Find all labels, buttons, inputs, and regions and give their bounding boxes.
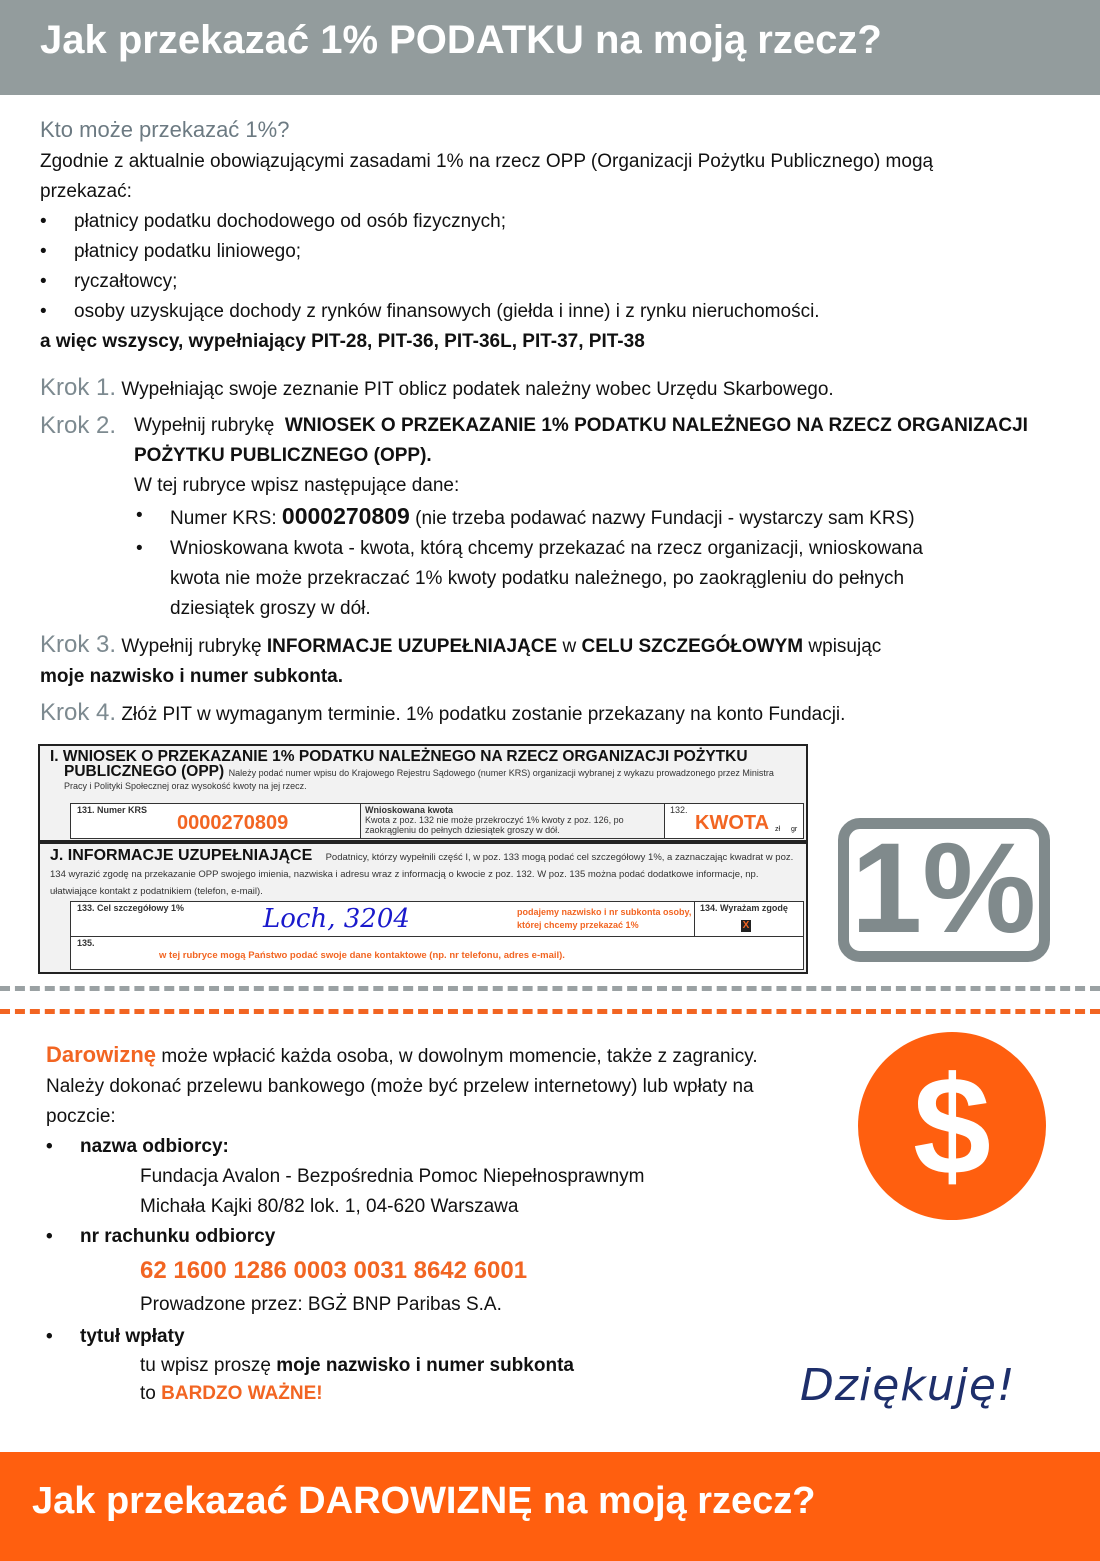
who-intro: Zgodnie z aktualnie obowiązującymi zasadami 1% na rzecz OPP (Organizacji Pożytku Publicznego) mogą przekazać: [40, 151, 934, 202]
step-text: Wypełniając swoje zeznanie PIT oblicz podatek należny wobec Urzędu Skarbowego. [121, 379, 834, 400]
recipient-label: nazwa odbiorcy: [80, 1136, 229, 1157]
step-text: Wypełnij rubrykę [121, 636, 262, 657]
step-bold: INFORMACJE UZUPEŁNIAJĄCE [266, 636, 558, 657]
donation-section: Darowiznę może wpłacić każda osoba, w dowolnym momencie, także z zagranicy. Należy dokonać przelewu bankowego (może być przelew internetowy) lub wpłaty na poczcie: • nazwa odbiorcy: Fundacja Avalon - Bezpośrednia Pomoc Niepełnosprawnym Michała Kajki 80/82 lok. 1, 04-620 Warszawa • nr rachunku odbiorcy 62 1600 1286 0003 0031 8642 6001 Prowadzone przez: BGŻ BNP Paribas S.A. • tytuł wpłaty tu wpisz proszę moje nazwisko i numer subkonta to BARDZO WAŻNE! [46, 1040, 806, 1408]
thanks-text: Dziękuję! [800, 1360, 1016, 1411]
field-note: Kwota z poz. 132 nie może przekroczyć 1% kwoty z poz. 126, po zaokrągleniu do pełnych dziesiątek groszy w dół. [365, 815, 624, 835]
step-text: w [562, 636, 577, 657]
step-text: Wypełnij rubrykę [134, 415, 275, 436]
divider-gray [0, 986, 1100, 991]
form-i-note: Należy podać numer wpisu do Krajowego Rejestru Sądowego (numer KRS) organizacji wybranej z wykazu prowadzonego przez Ministra Pracy i Polityki Społecznej oraz wysokość kwoty na jej rzecz. [64, 768, 774, 791]
one-percent-text: 1% [851, 817, 1036, 960]
field-label: 131. Numer KRS [77, 805, 148, 815]
title-bold: moje nazwisko i numer subkonta [276, 1355, 574, 1376]
top-banner [0, 0, 1100, 95]
gr-label: gr [791, 826, 798, 833]
list-item-text: płatnicy podatku liniowego; [74, 241, 302, 262]
donation-text: może wpłacić każda osoba, w dowolnym momencie, także z zagranicy. Należy dokonać przelewu bankowego (może być przelew internetowy) lub wpłaty na poczcie: [46, 1046, 758, 1127]
main-content [40, 113, 1060, 730]
who-summary: a więc wszyscy, wypełniający PIT-28, PIT-36, PIT-36L, PIT-37, PIT-38 [40, 331, 645, 352]
list-item-text: ryczałtowcy; [74, 271, 178, 292]
form-j-note: Podatnicy, którzy wypełnili część I, w poz. 133 mogą podać cel szczegółowy 1%, a zaznaczając kwadrat w poz. 134 wyrazić zgodę na przekazanie OPP swojego imienia, nazwiska i adresu wraz z informacją o kwocie z poz. 132. W poz. 135 można podać dodatkowe informacje, np. ułatwiające kontakt z podatnikiem (telefon, e-mail). [50, 852, 794, 897]
divider-orange [0, 1009, 1100, 1014]
who-section [40, 113, 1060, 357]
list-item: • płatnicy podatku liniowego; [40, 241, 302, 262]
one-percent-icon [838, 818, 1050, 962]
form-i-title2: PUBLICZNEGO (OPP) [64, 763, 225, 780]
page-title: Jak przekazać 1% PODATKU na moją rzecz? [40, 18, 882, 62]
title-label: tytuł wpłaty [80, 1326, 185, 1347]
consent-checkbox[interactable]: X [742, 920, 750, 931]
dollar-symbol: $ [913, 1047, 991, 1204]
field-amount-info [360, 803, 666, 839]
step-sub: W tej rubryce wpisz następujące dane: [134, 475, 460, 496]
field-label: 135. [77, 938, 95, 948]
field-131[interactable] [70, 803, 362, 839]
list-item: • płatnicy podatku dochodowego od osób fizycznych; [40, 211, 506, 232]
field-hint: w tej rubryce mogą Państwo podać swoje dane kontaktowe (np. nr telefonu, adres e-mail). [159, 950, 565, 961]
donation-lead: Darowiznę [46, 1042, 157, 1067]
step-bold: moje nazwisko i numer subkonta. [40, 666, 344, 687]
step-label: Krok 1. [40, 374, 117, 401]
dollar-icon [858, 1032, 1046, 1220]
step-2: Krok 2. Wypełnij rubrykę WNIOSEK O PRZEKAZANIE 1% PODATKU NALEŻNEGO NA RZECZ ORGANIZACJI POŻYTKU PUBLICZNEGO (OPP). W tej rubryce wpisz następujące dane: • Numer KRS: 0000270809 (nie trzeba podawać nazwy Fundacji - wystarczy sam KRS) • Wnioskowana kwota - kwota, którą chcemy przekazać na rzecz organizacji, wnioskowana kwota nie może przekraczać 1% kwoty podatku należnego, po zaokrągleniu do pełnych dziesiątek groszy w dół. [40, 411, 1060, 624]
step-label: Krok 4. [40, 699, 117, 726]
bank-name: Prowadzone przez: BGŻ BNP Paribas S.A. [140, 1294, 502, 1315]
recipient-name: Fundacja Avalon - Bezpośrednia Pomoc Niepełnosprawnym [140, 1166, 645, 1187]
bottom-banner [0, 1452, 1100, 1561]
step-text: wpisując [808, 636, 882, 657]
step-bold: WNIOSEK O PRZEKAZANIE 1% PODATKU NALEŻNEGO NA RZECZ ORGANIZACJI POŻYTKU PUBLICZNEGO (OPP). [134, 415, 1028, 466]
field-hint: podajemy nazwisko i nr subkonta osoby, której chcemy przekazać 1% [517, 907, 692, 930]
who-heading: Kto może przekazać 1%? [40, 117, 290, 142]
footer-title: Jak przekazać DAROWIZNĘ na moją rzecz? [32, 1480, 816, 1522]
form-i-title: I. WNIOSEK O PRZEKAZANIE 1% PODATKU NALEŻNEGO NA RZECZ ORGANIZACJI POŻYTKU [50, 748, 748, 765]
field-133[interactable] [70, 901, 696, 937]
krs-label: Numer KRS: [170, 508, 277, 529]
step-1 [40, 373, 1060, 405]
field-label: 132. [670, 805, 688, 815]
form-section-i [38, 744, 808, 842]
list-item-text: płatnicy podatku dochodowego od osób fizycznych; [74, 211, 506, 232]
step-4 [40, 698, 1060, 730]
step-text: Złóż PIT w wymaganym terminie. 1% podatku zostanie przekazany na konto Fundacji. [121, 704, 846, 725]
step-bold: CELU SZCZEGÓŁOWYM [581, 636, 804, 657]
list-item: • ryczałtowcy; [40, 271, 178, 292]
krs-number: 0000270809 [281, 503, 410, 529]
kwota-value: KWOTA [695, 812, 770, 834]
field-135[interactable] [70, 936, 804, 970]
goal-value: Loch, 3204 [263, 904, 410, 934]
account-label: nr rachunku odbiorcy [80, 1226, 276, 1247]
amount-text: Wnioskowana kwota - kwota, którą chcemy przekazać na rzecz organizacji, wnioskowana kwota nie może przekraczać 1% kwoty podatku należnego, po zaokrągleniu do pełnych dziesiątek groszy w dół. [170, 538, 923, 619]
account-number: 62 1600 1286 0003 0031 8642 6001 [140, 1257, 528, 1284]
list-item: • osoby uzyskujące dochody z rynków finansowych (giełda i inne) i z rynku nieruchomości. [40, 301, 820, 322]
field-134[interactable] [694, 901, 804, 937]
field-132[interactable] [664, 803, 804, 839]
title-text: to [140, 1383, 156, 1404]
form-j-title: J. INFORMACJE UZUPEŁNIAJĄCE [50, 847, 313, 864]
step-label: Krok 2. [40, 412, 117, 439]
recipient-address: Michała Kajki 80/82 lok. 1, 04-620 Warszawa [140, 1196, 519, 1217]
list-item-text: osoby uzyskujące dochody z rynków finansowych (giełda i inne) i z rynku nieruchomości. [74, 301, 820, 322]
field-label: Wnioskowana kwota [365, 805, 454, 815]
field-label: 133. Cel szczegółowy 1% [77, 903, 185, 913]
step-3 [40, 630, 1060, 692]
important-note: BARDZO WAŻNE! [161, 1383, 323, 1404]
krs-value: 0000270809 [177, 812, 289, 834]
title-text: tu wpisz proszę [140, 1355, 271, 1376]
krs-note: (nie trzeba podawać nazwy Fundacji - wystarczy sam KRS) [415, 508, 915, 529]
step-label: Krok 3. [40, 631, 117, 658]
form-section-j [38, 842, 808, 974]
field-label: 134. Wyrażam zgodę [700, 903, 788, 913]
zl-label: zł [775, 826, 781, 833]
